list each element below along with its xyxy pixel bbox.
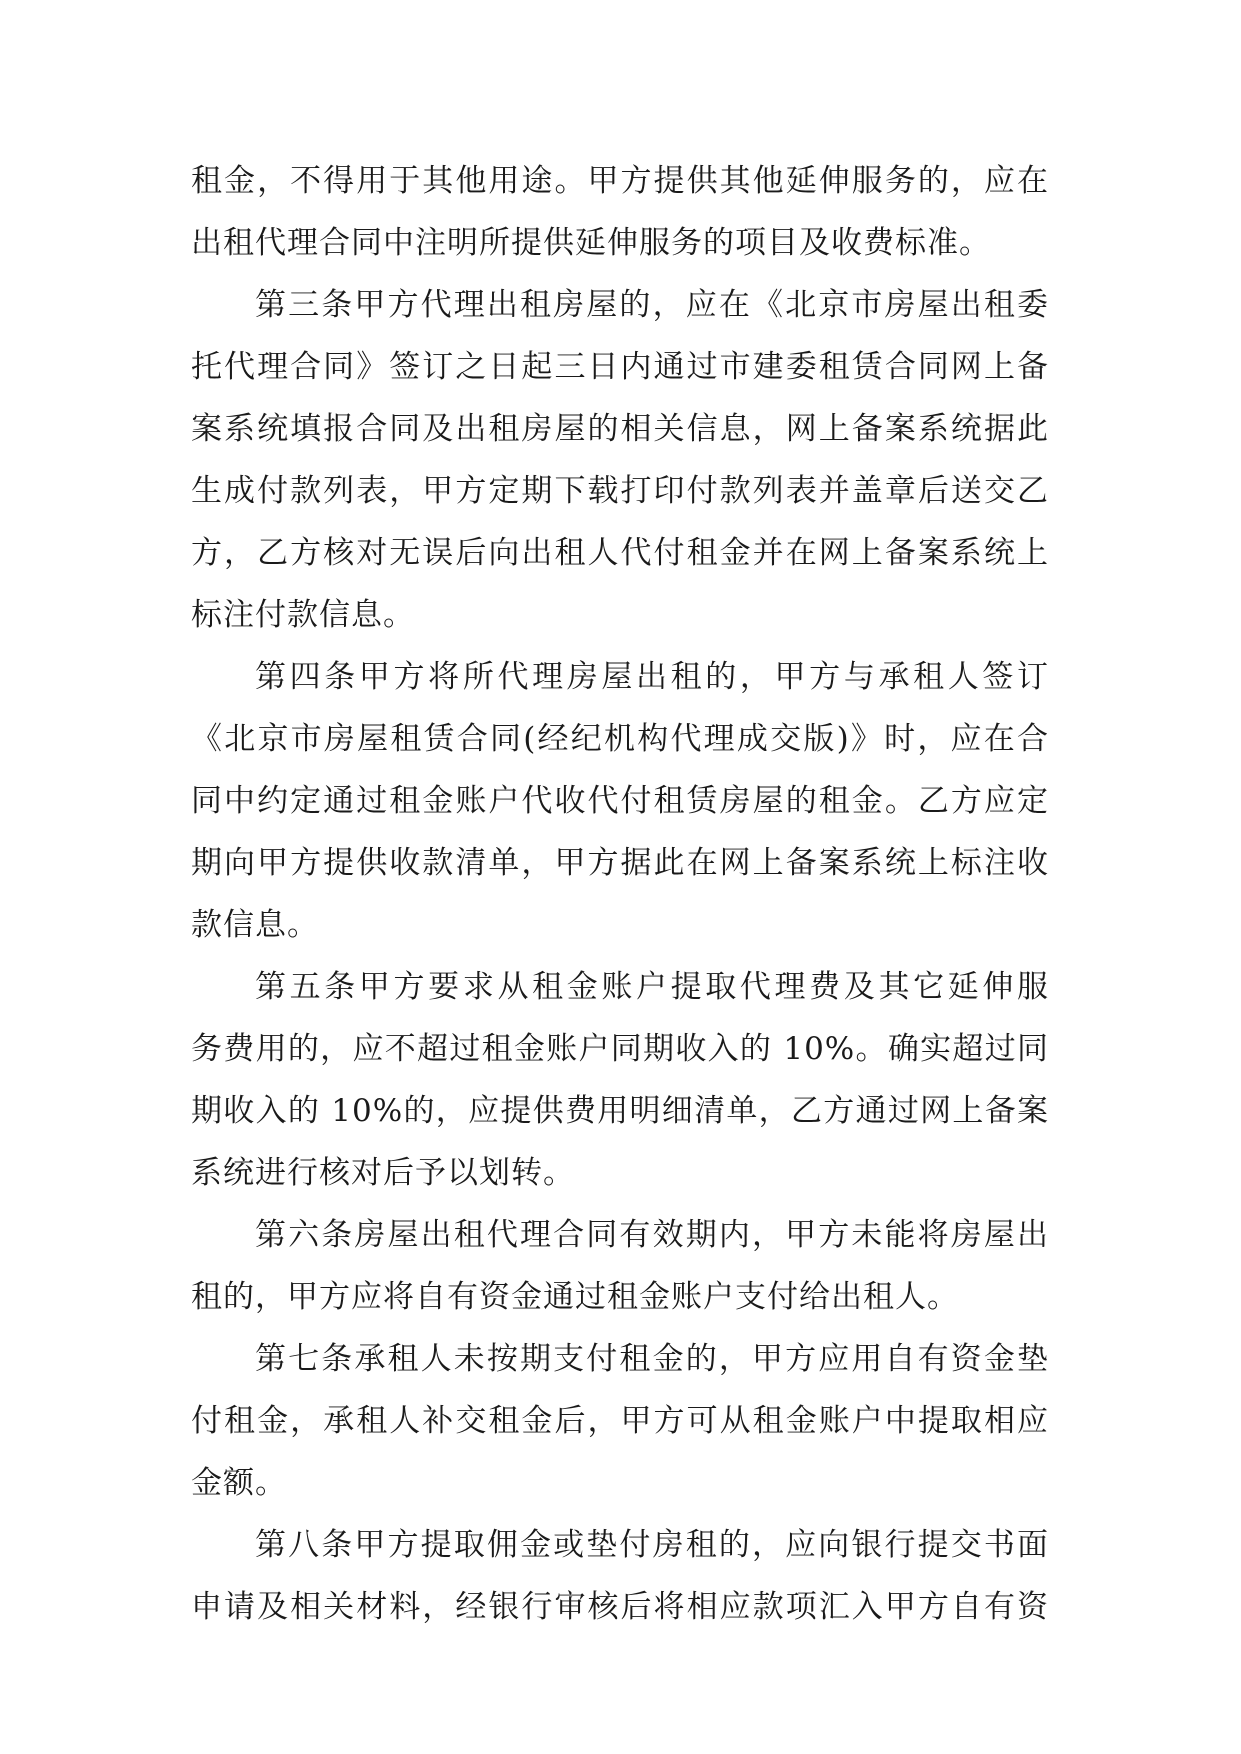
text-line: 务费用的，应不超过租金账户同期收入的 10%。确实超过同 (191, 1031, 1049, 1067)
article-5-first-line: 第五条甲方要求从租金账户提取代理费及其它延伸服 (255, 969, 1049, 1005)
text-line: 租金，不得用于其他用途。甲方提供其他延伸服务的，应在 (191, 163, 1049, 199)
text-line: 金额。 (191, 1465, 287, 1501)
text-line: 付租金，承租人补交租金后，甲方可从租金账户中提取相应 (191, 1403, 1049, 1439)
document-page (191, 150, 1049, 1638)
article-6-first-line: 第六条房屋出租代理合同有效期内，甲方未能将房屋出 (255, 1217, 1049, 1253)
text-line: 系统进行核对后予以划转。 (191, 1155, 575, 1191)
text-line: 方，乙方核对无误后向出租人代付租金并在网上备案系统上 (191, 535, 1049, 571)
text-line: 同中约定通过租金账户代收代付租赁房屋的租金。乙方应定 (191, 783, 1049, 819)
text-line: 生成付款列表，甲方定期下载打印付款列表并盖章后送交乙 (191, 473, 1049, 509)
article-8-first-line: 第八条甲方提取佣金或垫付房租的，应向银行提交书面 (255, 1527, 1049, 1563)
text-line: 《北京市房屋租赁合同(经纪机构代理成交版)》时，应在合 (191, 721, 1049, 757)
text-line: 期向甲方提供收款清单，甲方据此在网上备案系统上标注收 (191, 845, 1049, 881)
article-7-first-line: 第七条承租人未按期支付租金的，甲方应用自有资金垫 (255, 1341, 1049, 1377)
text-line: 托代理合同》签订之日起三日内通过市建委租赁合同网上备 (191, 349, 1049, 385)
text-line: 申请及相关材料，经银行审核后将相应款项汇入甲方自有资 (191, 1589, 1049, 1625)
text-line: 案系统填报合同及出租房屋的相关信息，网上备案系统据此 (191, 411, 1049, 447)
text-line: 期收入的 10%的，应提供费用明细清单，乙方通过网上备案 (191, 1093, 1049, 1129)
text-line: 租的，甲方应将自有资金通过租金账户支付给出租人。 (191, 1279, 959, 1315)
article-4-first-line: 第四条甲方将所代理房屋出租的，甲方与承租人签订 (255, 659, 1049, 695)
text-line: 标注付款信息。 (191, 597, 415, 633)
text-line: 款信息。 (191, 907, 319, 943)
article-3-first-line: 第三条甲方代理出租房屋的，应在《北京市房屋出租委 (255, 287, 1049, 323)
text-line: 出租代理合同中注明所提供延伸服务的项目及收费标准。 (191, 225, 991, 261)
